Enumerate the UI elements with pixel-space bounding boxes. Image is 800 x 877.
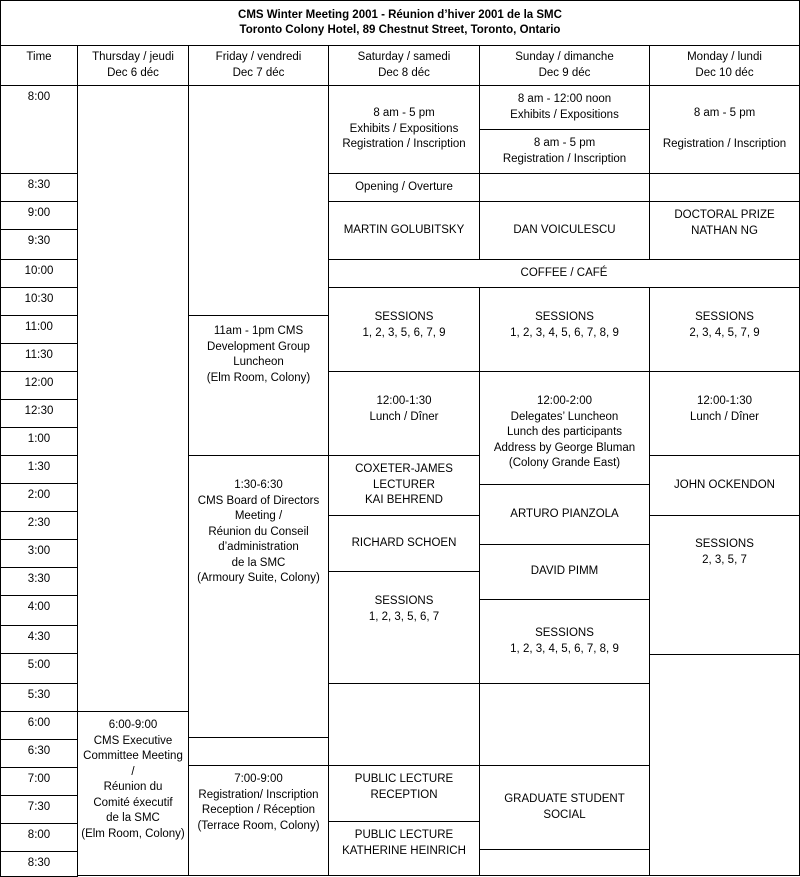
cell-text-line: SESSIONS — [695, 538, 754, 550]
cell-text-line: 4:30 — [27, 631, 51, 643]
sunday-delegates-luncheon — [479, 371, 650, 485]
cell-text-line: Dec 7 déc — [232, 66, 285, 79]
cell-text-line: 8 am - 12:00 noon — [517, 93, 612, 105]
friday-empty-morning — [188, 85, 329, 316]
cell-text-line: 6:00 — [27, 717, 51, 729]
cell-text-line: 8 am - 5 pm — [373, 107, 435, 120]
cell-text-line: (Elm Room, Colony) — [81, 827, 185, 840]
cell-text-line: 1:30 — [27, 461, 51, 473]
cell-text-line: SESSIONS — [535, 311, 594, 323]
cell-text-line: KAI BEHREND — [365, 494, 443, 506]
saturday-exhibits — [328, 85, 480, 174]
cell-text-line: 1:00 — [27, 433, 51, 445]
time-slot — [0, 567, 78, 596]
time-slot — [0, 455, 78, 484]
page-title — [0, 0, 800, 46]
cell-text-line: Exhibits / Expositions — [349, 122, 459, 135]
time-slot — [0, 767, 78, 796]
sunday-exhibits — [479, 85, 650, 130]
saturday-public-lecture-reception — [328, 765, 480, 822]
cell-text-line: Lunch / Dîner — [369, 410, 439, 423]
saturday-public-lecture — [328, 821, 480, 876]
cell-text-line: Réunion du — [103, 781, 163, 793]
cell-text-line: RICHARD SCHOEN — [351, 536, 457, 549]
saturday-lunch — [328, 371, 480, 456]
cell-text-line: (Colony Grande East) — [508, 457, 621, 469]
time-slot — [0, 173, 78, 202]
cell-text-line: 6:00-9:00 — [108, 719, 158, 731]
monday-doctoral-prize — [649, 201, 800, 260]
cell-text-line: KATHERINE HEINRICH — [342, 844, 466, 857]
time-slot — [0, 683, 78, 712]
cell-text-line: PUBLIC LECTURE — [354, 829, 454, 841]
time-slot — [0, 483, 78, 512]
cell-text-line: Registration / Inscription — [342, 138, 466, 151]
friday-empty-evening — [188, 737, 329, 766]
saturday-sessions-morning — [328, 287, 480, 372]
cell-text-line: d’administration — [218, 541, 299, 553]
cell-text-line: DAN VOICULESCU — [513, 223, 616, 236]
cell-text-line: Saturday / samedi — [357, 51, 451, 63]
cell-text-line: 5:30 — [27, 689, 51, 701]
cell-text-line: 11am - 1pm CMS — [213, 325, 304, 337]
saturday-empty-evening — [328, 683, 480, 766]
cell-text-line: Luncheon — [233, 356, 284, 368]
cell-text-line: LECTURER — [373, 478, 435, 491]
cell-text-line: Exhibits / Expositions — [510, 108, 619, 121]
cell-text-line: 4:00 — [27, 601, 51, 613]
cell-text-line: 8 am - 5 pm — [693, 107, 756, 120]
sunday-sessions-afternoon — [479, 599, 650, 684]
cell-text-line: PUBLIC LECTURE — [354, 773, 454, 785]
cell-text-line: / — [131, 765, 135, 778]
header-time — [0, 45, 78, 86]
cell-text-line: SESSIONS — [695, 311, 754, 323]
cell-text-line: Dec 6 déc — [107, 66, 159, 79]
cell-text-line: Dec 9 déc — [538, 66, 591, 79]
monday-registration — [649, 85, 800, 174]
cell-text-line: 5:00 — [27, 659, 51, 671]
time-slot — [0, 315, 78, 344]
time-slot — [0, 739, 78, 768]
time-slot — [0, 511, 78, 540]
cell-text-line: 3:00 — [27, 545, 51, 557]
header-saturday — [328, 45, 480, 86]
title-line: Toronto Colony Hotel, 89 Chestnut Street, Toronto, Ontario — [239, 24, 561, 36]
time-slot — [0, 259, 78, 288]
cell-text-line — [723, 122, 726, 138]
cell-text-line: de la SMC — [106, 812, 160, 824]
cell-text-line: SESSIONS — [535, 627, 594, 639]
cell-text-line: GRADUATE STUDENT — [504, 793, 625, 805]
friday-luncheon — [188, 315, 329, 456]
time-slot — [0, 539, 78, 568]
header-monday — [649, 45, 800, 86]
cell-text-line: Meeting / — [234, 510, 283, 522]
time-slot — [0, 343, 78, 372]
cell-text-line: 1, 2, 3, 4, 5, 6, 7, 8, 9 — [510, 642, 619, 655]
cell-text-line: Registration / Inscription — [502, 152, 627, 165]
monday-empty-830 — [649, 173, 800, 202]
cell-text-line: 12:00-1:30 — [697, 395, 752, 407]
sunday-sessions-morning — [479, 287, 650, 372]
cell-text-line: Monday / lundi — [687, 51, 762, 63]
time-slot — [0, 287, 78, 316]
saturday-golubitsky — [328, 201, 480, 260]
cell-text-line: MARTIN GOLUBITSKY — [343, 223, 465, 236]
time-slot — [0, 399, 78, 428]
sunday-pianzola — [479, 484, 650, 545]
cell-text-line: Address by George Bluman — [493, 441, 636, 454]
cell-text-line: 9:30 — [27, 235, 51, 247]
cell-text-line: 7:00 — [27, 773, 51, 785]
monday-empty-evening — [649, 654, 800, 876]
cell-text-line: 7:30 — [27, 801, 51, 813]
cell-text-line: Sunday / dimanche — [515, 51, 614, 63]
cell-text-line: 1, 2, 3, 4, 5, 6, 7, 8, 9 — [510, 326, 619, 339]
time-slot — [0, 711, 78, 740]
monday-lunch — [649, 371, 800, 456]
cell-text-line: 10:30 — [24, 293, 54, 305]
cell-text-line: 1:30-6:30 — [234, 479, 283, 491]
cell-text-line: COFFEE / CAFÉ — [520, 266, 608, 279]
cell-text-line: Committee Meeting — [83, 750, 183, 762]
sunday-empty-late — [479, 849, 650, 876]
cell-text-line: 1, 2, 3, 5, 6, 7, 9 — [362, 326, 446, 339]
cell-text-line: NATHAN NG — [691, 224, 758, 237]
time-slot — [0, 201, 78, 230]
sunday-empty-evening — [479, 683, 650, 766]
friday-board-meeting — [188, 455, 329, 738]
header-sunday — [479, 45, 650, 86]
cell-text-line: SOCIAL — [543, 808, 586, 821]
time-slot — [0, 823, 78, 852]
cell-text-line: Time — [26, 51, 52, 63]
cell-text-line: 10:00 — [24, 265, 54, 277]
cell-text-line: Lunch des participants — [506, 426, 623, 438]
cell-text-line: Dec 10 déc — [695, 66, 754, 79]
cell-text-line: Delegates’ Luncheon — [510, 410, 619, 423]
header-thursday — [77, 45, 189, 86]
cell-text-line: 2, 3, 5, 7 — [702, 553, 747, 566]
time-slot — [0, 653, 78, 684]
cell-text-line: DOCTORAL PRIZE — [674, 209, 775, 221]
cell-text-line: (Armoury Suite, Colony) — [197, 572, 320, 584]
title-line: CMS Winter Meeting 2001 - Réunion d’hiver 2001 de la SMC — [238, 8, 562, 21]
cell-text-line: SESSIONS — [374, 311, 434, 323]
sunday-pimm — [479, 544, 650, 600]
cell-text-line: CMS Executive — [93, 734, 173, 747]
header-friday — [188, 45, 329, 86]
cell-text-line: 8 am - 5 pm — [533, 137, 596, 149]
cell-text-line: Registration / Inscription — [662, 138, 787, 151]
cell-text-line: 2, 3, 4, 5, 7, 9 — [689, 326, 760, 339]
cell-text-line: 3:30 — [27, 573, 51, 585]
saturday-coxeter-james — [328, 455, 480, 516]
sunday-voiculescu — [479, 201, 650, 260]
time-slot — [0, 625, 78, 654]
cell-text-line: (Terrace Room, Colony) — [197, 819, 320, 832]
monday-sessions-afternoon — [649, 515, 800, 655]
cell-text-line: 11:30 — [25, 349, 53, 361]
cell-text-line: Dec 8 déc — [378, 66, 430, 79]
time-slot — [0, 229, 78, 260]
cell-text-line: SESSIONS — [374, 595, 434, 607]
time-slot — [0, 851, 78, 877]
cell-text-line: 12:00-2:00 — [537, 395, 592, 407]
saturday-opening — [328, 173, 480, 202]
cell-text-line: Reception / Réception — [201, 804, 316, 816]
cell-text-line: 1, 2, 3, 5, 6, 7 — [368, 610, 440, 623]
cell-text-line: 12:00 — [24, 377, 54, 389]
sunday-empty-830 — [479, 173, 650, 202]
cell-text-line: Friday / vendredi — [215, 51, 302, 63]
cell-text-line: Development Group — [207, 340, 310, 353]
friday-registration-reception — [188, 765, 329, 876]
cell-text-line: COXETER-JAMES — [355, 463, 453, 475]
cell-text-line: 12:30 — [24, 405, 54, 417]
cell-text-line: 8:30 — [27, 179, 51, 191]
cell-text-line: 11:00 — [25, 321, 53, 333]
thursday-executive-meeting — [77, 711, 189, 876]
time-slot — [0, 85, 78, 174]
cell-text-line: ARTURO PIANZOLA — [510, 507, 619, 520]
sunday-graduate-social — [479, 765, 650, 850]
monday-ockendon — [649, 455, 800, 516]
cell-text-line: 7:00-9:00 — [234, 773, 283, 785]
time-slot — [0, 795, 78, 824]
cell-text-line: Registration/ Inscription — [198, 788, 319, 801]
cell-text-line: (Elm Room, Colony) — [206, 371, 311, 384]
cell-text-line: Comité éxecutif — [93, 796, 173, 809]
saturday-sessions-afternoon — [328, 571, 480, 684]
cell-text-line: 8:00 — [27, 91, 51, 103]
cell-text-line: de la SMC — [231, 556, 286, 569]
sunday-registration — [479, 129, 650, 174]
cell-text-line: RECEPTION — [370, 788, 438, 801]
cell-text-line: 2:00 — [27, 489, 51, 501]
time-slot — [0, 427, 78, 456]
cell-text-line: 8:00 — [27, 829, 51, 841]
cell-text-line: Thursday / jeudi — [92, 51, 174, 63]
monday-sessions-morning — [649, 287, 800, 372]
cell-text-line: 6:30 — [27, 745, 51, 757]
cell-text-line: Lunch / Dîner — [689, 410, 760, 423]
cell-text-line: DAVID PIMM — [530, 565, 599, 578]
saturday-schoen — [328, 515, 480, 572]
thursday-empty — [77, 85, 189, 712]
cell-text-line: Opening / Overture — [355, 180, 453, 193]
coffee-break — [328, 259, 800, 288]
cell-text-line: 9:00 — [27, 207, 51, 219]
cell-text-line: 12:00-1:30 — [376, 395, 432, 407]
cell-text-line: 2:30 — [27, 517, 51, 529]
cell-text-line: 8:30 — [27, 857, 51, 869]
cell-text-line: Réunion du Conseil — [208, 525, 309, 538]
time-slot — [0, 595, 78, 626]
cell-text-line: JOHN OCKENDON — [674, 478, 775, 491]
time-slot — [0, 371, 78, 400]
cell-text-line: CMS Board of Directors — [197, 494, 320, 507]
